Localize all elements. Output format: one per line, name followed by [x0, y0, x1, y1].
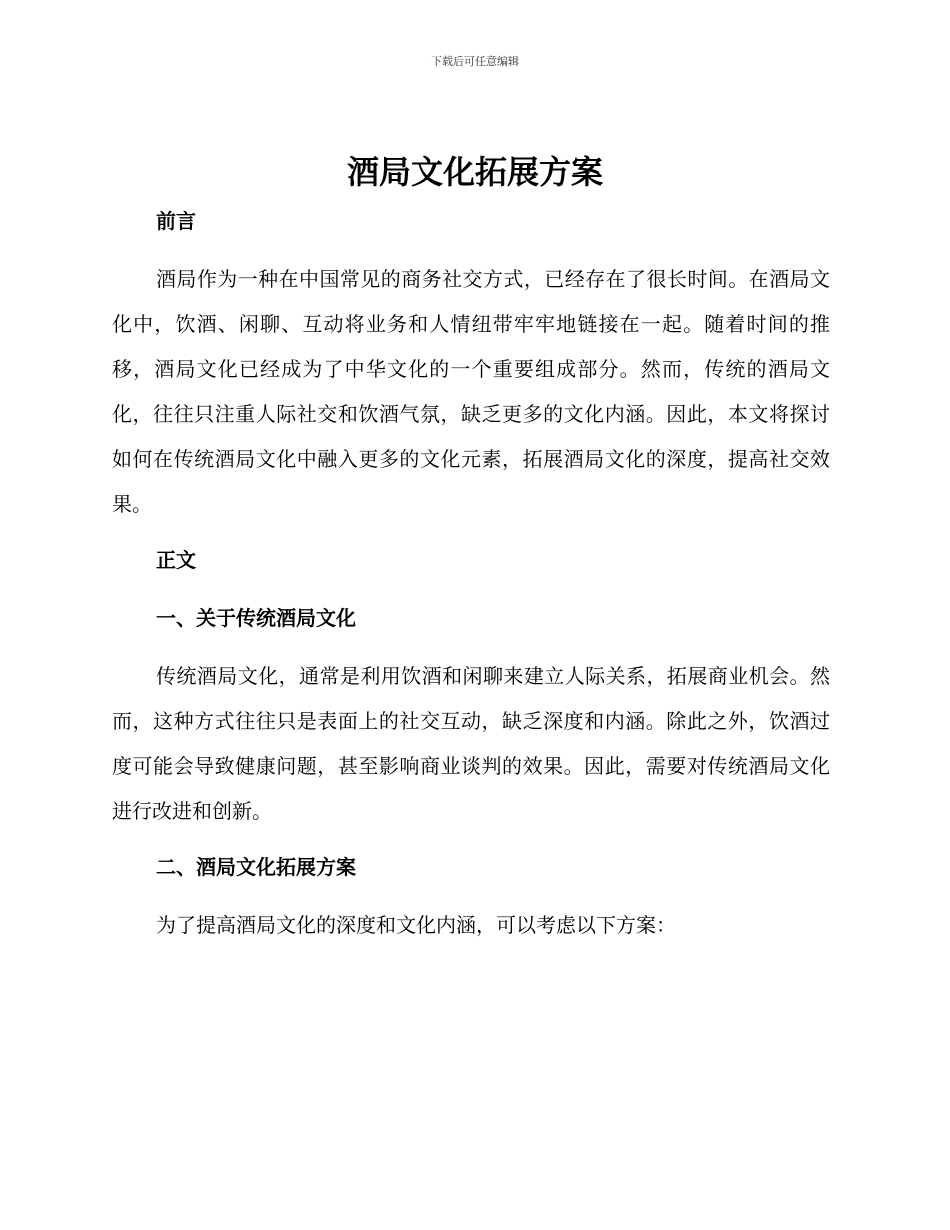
- running-header: 下载后可任意编辑: [431, 55, 519, 68]
- document-title: 酒局文化拓展方案: [346, 153, 603, 191]
- preface-paragraph: 酒局作为一种在中国常见的商务社交方式，已经存在了很长时间。在酒局文化中，饮酒、闲聊、互动将业务和人情纽带牢牢地链接在一起。随着时间的推移，酒局文化已经成为了中华文化的一个重要组成部分。然而，传统的酒局文化，往往只注重人际社交和饮酒气氛，缺乏更多的文化内涵。因此，本文将探讨如何在传统酒局文化中融入更多的文化元素，拓展酒局文化的深度，提高社交效果。: [112, 267, 830, 516]
- section1-heading: 一、关于传统酒局文化: [156, 606, 356, 630]
- section1-paragraph: 传统酒局文化，通常是利用饮酒和闲聊来建立人际关系，拓展商业机会。然而，这种方式往往只是表面上的社交互动，缺乏深度和内涵。除此之外，饮酒过度可能会导致健康问题，甚至影响商业谈判的效果。因此，需要对传统酒局文化进行改进和创新。: [112, 664, 830, 823]
- section2-paragraph: 为了提高酒局文化的深度和文化内涵，可以考虑以下方案：: [156, 913, 676, 937]
- body-heading: 正文: [156, 548, 196, 572]
- preface-heading: 前言: [156, 209, 196, 233]
- section2-heading: 二、酒局文化拓展方案: [156, 855, 356, 879]
